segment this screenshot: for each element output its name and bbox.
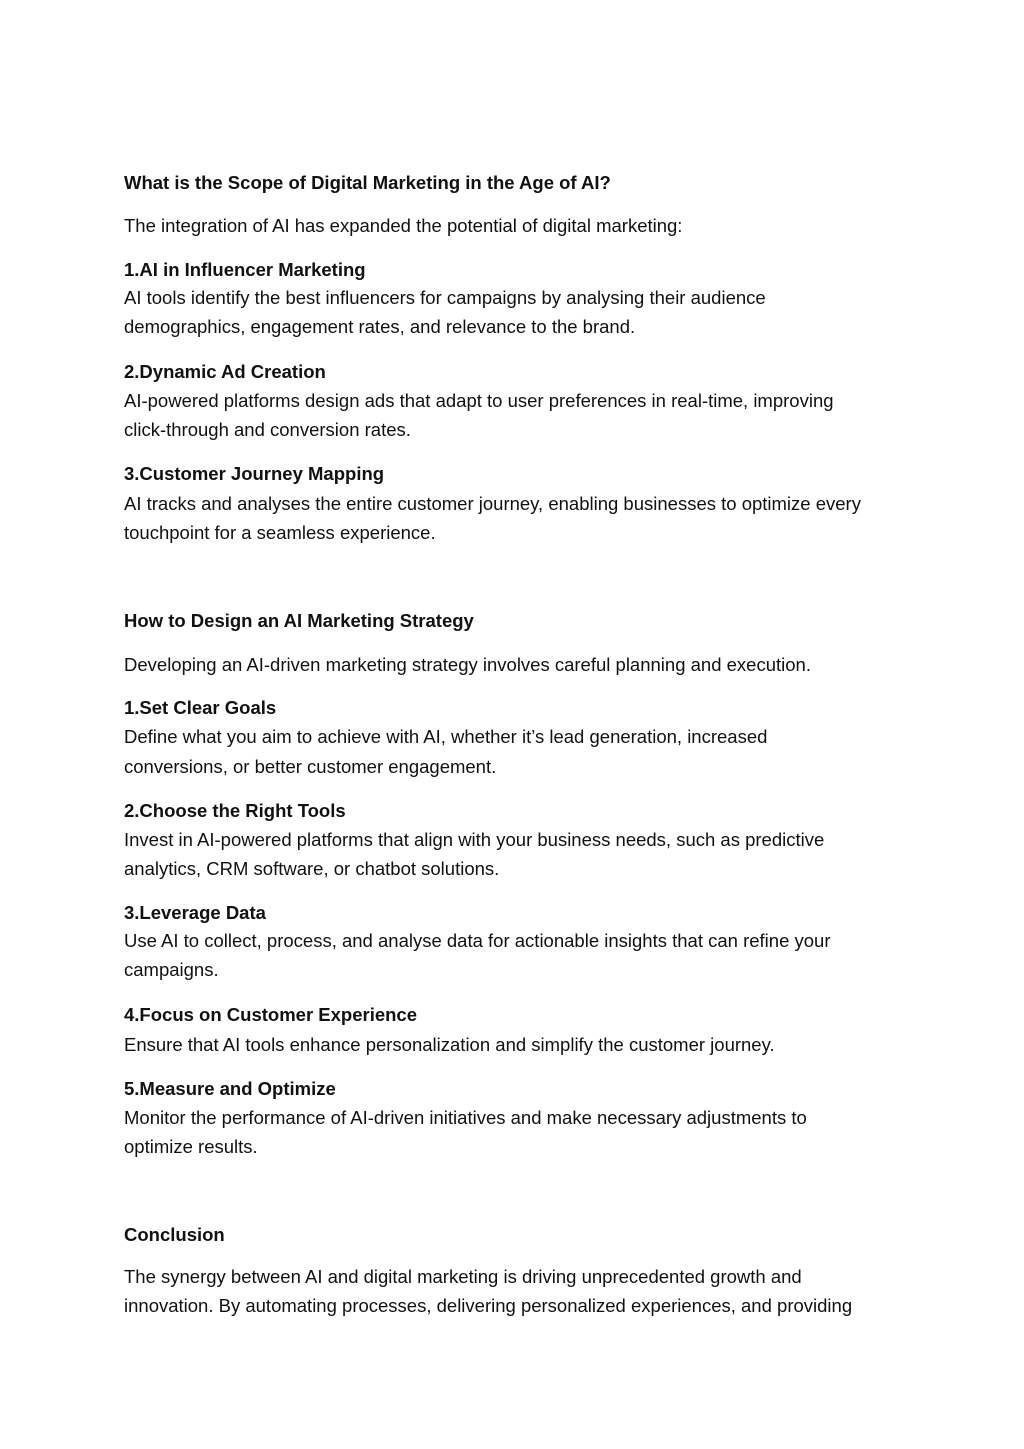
section2-item3-line2: campaigns. <box>124 959 219 980</box>
section1-intro: The integration of AI has expanded the potential of digital marketing: <box>124 215 683 236</box>
section1-item1-line1: AI tools identify the best influencers for campaigns by analysing their audience <box>124 287 766 308</box>
section1-item2-line2: click-through and conversion rates. <box>124 419 411 440</box>
section2-item3-title: 3.Leverage Data <box>124 902 266 923</box>
section2-item2-line1: Invest in AI-powered platforms that align with your business needs, such as predictive <box>124 829 825 850</box>
section1-item2-line1: AI-powered platforms design ads that adapt to user preferences in real-time, improving <box>124 390 834 411</box>
section2-item5-title: 5.Measure and Optimize <box>124 1078 336 1099</box>
section3-line2: innovation. By automating processes, delivering personalized experiences, and providing <box>124 1295 853 1316</box>
section1-item2-title: 2.Dynamic Ad Creation <box>124 361 326 382</box>
section2-item4-line1: Ensure that AI tools enhance personalization and simplify the customer journey. <box>124 1034 775 1055</box>
section2-item2-title: 2.Choose the Right Tools <box>124 800 346 821</box>
section2-item4-title: 4.Focus on Customer Experience <box>124 1004 418 1025</box>
section2-item1-line1: Define what you aim to achieve with AI, whether it’s lead generation, increased <box>124 726 768 747</box>
section1-heading: What is the Scope of Digital Marketing in the Age of AI? <box>124 172 611 193</box>
section1-item1-line2: demographics, engagement rates, and relevance to the brand. <box>124 316 636 337</box>
section2-heading: How to Design an AI Marketing Strategy <box>124 610 474 631</box>
section3-heading: Conclusion <box>124 1224 225 1245</box>
section2-item2-line2: analytics, CRM software, or chatbot solutions. <box>124 858 500 879</box>
section3-line1: The synergy between AI and digital marketing is driving unprecedented growth and <box>124 1266 802 1287</box>
section2-item1-title: 1.Set Clear Goals <box>124 697 277 718</box>
section2-item1-line2: conversions, or better customer engagement. <box>124 756 497 777</box>
section1-item1-title: 1.AI in Influencer Marketing <box>124 259 366 280</box>
section2-intro: Developing an AI-driven marketing strategy involves careful planning and execution. <box>124 654 811 675</box>
section2-item3-line1: Use AI to collect, process, and analyse data for actionable insights that can refine your <box>124 930 831 951</box>
section2-item5-line1: Monitor the performance of AI-driven initiatives and make necessary adjustments to <box>124 1107 807 1128</box>
section1-item3-title: 3.Customer Journey Mapping <box>124 463 385 484</box>
section1-item3-line1: AI tracks and analyses the entire customer journey, enabling businesses to optimize every <box>124 493 861 514</box>
section2-item5-line2: optimize results. <box>124 1136 258 1157</box>
section1-item3-line2: touchpoint for a seamless experience. <box>124 522 436 543</box>
